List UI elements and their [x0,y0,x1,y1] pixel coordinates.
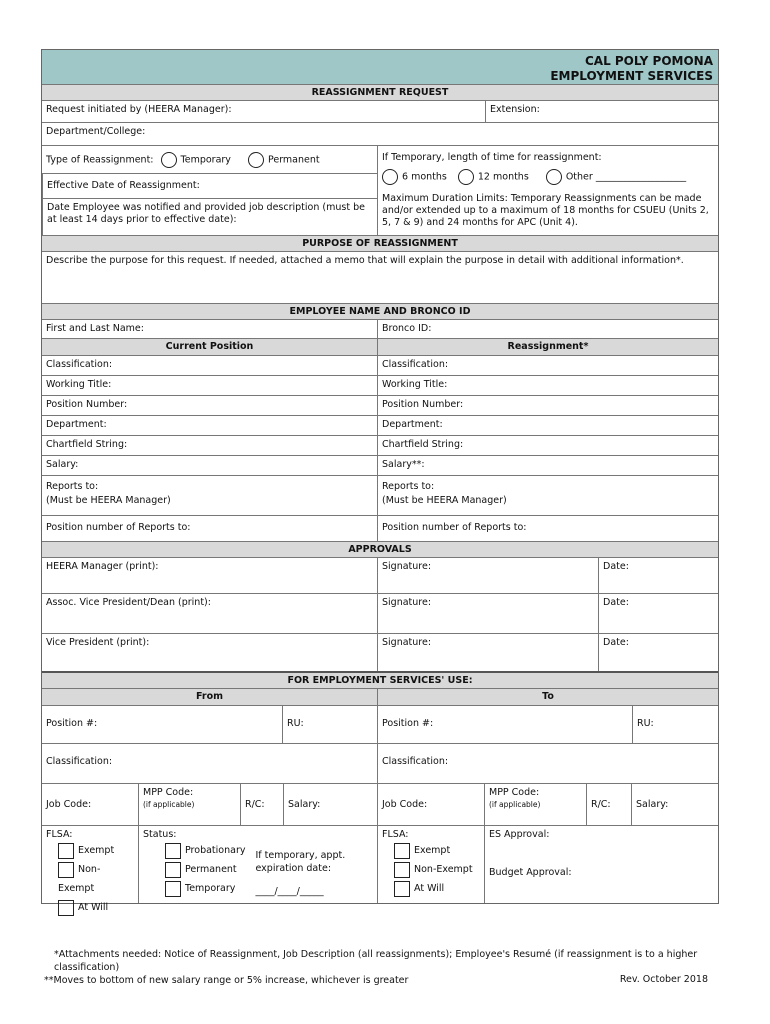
heera-date[interactable]: Date: [598,558,718,593]
budget-approval-field[interactable]: Budget Approval: [489,867,572,878]
to-classification[interactable]: Classification: [377,744,718,783]
to-ru[interactable]: RU: [632,706,718,743]
type-of-reassignment: Type of Reassignment: Temporary Permanent [42,146,377,173]
from-mpp-code[interactable]: MPP Code: (if applicable) [138,784,240,825]
to-atwill-checkbox[interactable] [394,881,410,897]
current-position-number[interactable]: Position Number: [46,399,128,410]
current-reports-to[interactable]: Reports to: (Must be HEERA Manager) [46,481,171,506]
reassign-position-number[interactable]: Position Number: [377,396,718,415]
employee-heading: EMPLOYEE NAME AND BRONCO ID [42,303,718,319]
notified-date-field[interactable]: Date Employee was notified and provided job description (must be at least 14 days prior to effective date): [42,198,377,236]
temporary-radio[interactable] [161,152,177,168]
purpose-heading: PURPOSE OF REASSIGNMENT [42,235,718,251]
from-position[interactable]: Position #: [46,718,98,729]
to-salary[interactable]: Salary: [631,784,718,825]
current-chartfield[interactable]: Chartfield String: [46,439,128,450]
from-ru[interactable]: RU: [282,706,377,743]
es-approval-field[interactable]: ES Approval: [489,829,550,840]
temporary-checkbox[interactable] [165,881,181,897]
to-rc[interactable]: R/C: [586,784,631,825]
from-salary[interactable]: Salary: [283,784,377,825]
dept-name: EMPLOYMENT SERVICES [550,69,713,83]
vp-date[interactable]: Date: [598,634,718,671]
current-classification[interactable]: Classification: [46,359,113,370]
current-position-heading: Current Position [165,341,254,352]
from-flsa: FLSA: Exempt Non-Exempt At Will [42,826,138,903]
reassignment-heading: Reassignment* [377,339,718,355]
reassign-reports-to[interactable]: Reports to: (Must be HEERA Manager) [377,476,718,515]
to-flsa: FLSA: Exempt Non-Exempt At Will [377,826,484,903]
heera-manager-print[interactable]: HEERA Manager (print): [46,561,159,572]
from-heading: From [196,691,223,702]
effective-date-field[interactable]: Effective Date of Reassignment: [42,173,377,198]
permanent-checkbox[interactable] [165,862,181,878]
reassign-chartfield[interactable]: Chartfield String: [377,436,718,455]
reassign-department[interactable]: Department: [377,416,718,435]
footnote-salary: **Moves to bottom of new salary range or 5% increase, whichever is greater [44,975,409,986]
temp-expire-label: If temporary, appt. expiration date: [255,850,346,874]
vp-signature[interactable]: Signature: [377,634,598,671]
purpose-field[interactable]: Describe the purpose for this request. If needed, attached a memo that will explain the purpose in detail with additional information*. [46,255,684,266]
vp-print[interactable]: Vice President (print): [46,637,150,648]
from-status: Status: Probationary Permanent Temporary If temporary, appt. expiration date: ____/____/_____ [138,826,377,903]
length-label: If Temporary, length of time for reassignment: [382,152,602,163]
avp-dean-print[interactable]: Assoc. Vice President/Dean (print): [46,597,211,608]
avp-date[interactable]: Date: [598,594,718,633]
current-salary[interactable]: Salary: [46,459,79,470]
to-exempt-checkbox[interactable] [394,843,410,859]
probationary-checkbox[interactable] [165,843,181,859]
to-nonexempt-checkbox[interactable] [394,862,410,878]
reassign-working-title[interactable]: Working Title: [377,376,718,395]
twelve-months-radio[interactable] [458,169,474,185]
from-atwill-checkbox[interactable] [58,900,74,916]
to-heading: To [377,689,718,705]
current-reports-position[interactable]: Position number of Reports to: [46,522,191,533]
current-department[interactable]: Department: [46,419,107,430]
extension-field[interactable]: Extension: [485,101,718,122]
department-field[interactable]: Department/College: [46,126,146,137]
bronco-id-field[interactable]: Bronco ID: [377,320,718,338]
reassign-salary[interactable]: Salary**: [377,456,718,475]
initiated-by-field[interactable]: Request initiated by (HEERA Manager): [46,104,232,115]
name-field[interactable]: First and Last Name: [46,323,144,334]
temp-expire-field[interactable]: ____/____/_____ [255,886,324,897]
heera-signature[interactable]: Signature: [377,558,598,593]
reassignment-form [41,49,719,913]
reassign-reports-position[interactable]: Position number of Reports to: [377,516,718,541]
from-classification[interactable]: Classification: [46,756,113,767]
form-header [42,50,718,84]
current-working-title[interactable]: Working Title: [46,379,112,390]
permanent-radio[interactable] [248,152,264,168]
max-duration-note: Maximum Duration Limits: Temporary Reassignments can be made and/or extended up to a maximum of 18 months for CSUEU (Units 2, 5, 7 & 9) and 24 months for APC (Unit 4). [382,193,709,228]
from-nonexempt-checkbox[interactable] [58,862,74,878]
org-name: CAL POLY POMONA [584,54,713,68]
six-months-radio[interactable] [382,169,398,185]
es-use-heading: FOR EMPLOYMENT SERVICES' USE: [42,671,718,688]
footnote-attachments: *Attachments needed: Notice of Reassignment, Job Description (all reassignments); Employee's Resumé (if reassignment is to a higher classification) [54,949,698,973]
from-exempt-checkbox[interactable] [58,843,74,859]
reassign-classification[interactable]: Classification: [377,356,718,375]
from-job-code[interactable]: Job Code: [46,799,92,810]
approvals-heading: APPROVALS [42,541,718,557]
other-radio[interactable] [546,169,562,185]
to-position[interactable]: Position #: [377,706,632,743]
section-title: REASSIGNMENT REQUEST [42,84,718,100]
to-job-code[interactable]: Job Code: [377,784,484,825]
avp-signature[interactable]: Signature: [377,594,598,633]
from-rc[interactable]: R/C: [240,784,283,825]
es-approvals [484,826,718,903]
temp-length-section: If Temporary, length of time for reassignment: 6 months 12 months Other ___________________ Maximum Duration Limits: Temporary Reassignments can be made and/or extended up to a maximum of 18 months for CSUEU (Units 2, 5, 7 & 9) and 24 months for APC (Unit 4). [377,146,718,235]
revision-date: Rev. October 2018 [619,974,708,985]
to-mpp-code[interactable]: MPP Code: (if applicable) [484,784,586,825]
